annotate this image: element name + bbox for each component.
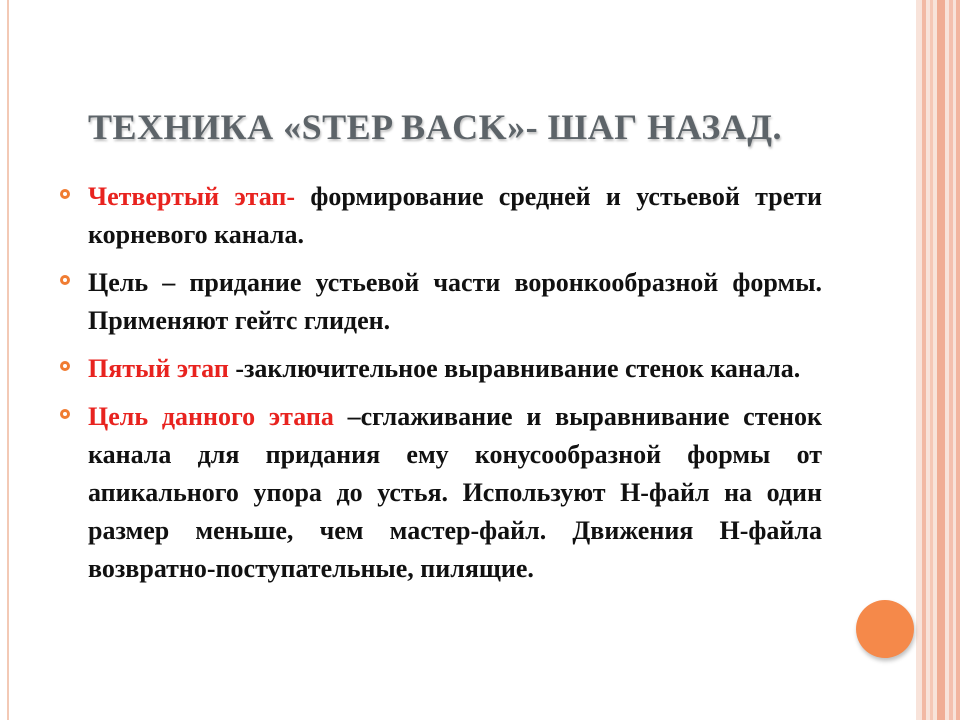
bullet-ring-icon (60, 361, 70, 371)
border-stripe (922, 0, 926, 720)
bullet-list (60, 178, 822, 598)
bullet-item (60, 350, 822, 388)
slide-title: ТЕХНИКА «STEP BACK»- ШАГ НАЗАД. (88, 107, 782, 147)
border-stripe (930, 0, 933, 720)
bullet-highlight: Четвертый этап- (88, 182, 296, 211)
bullet-text: Цель – придание устьевой части воронкообразной формы. Применяют гейтс глиден. (88, 268, 822, 335)
border-stripe (937, 0, 945, 720)
border-stripe (949, 0, 953, 720)
bullet-ring-icon (60, 189, 70, 199)
bullet-item (60, 398, 822, 588)
bullet-item (60, 178, 822, 254)
bullet-ring-icon (60, 409, 70, 419)
left-border-line (7, 0, 9, 720)
bullet-text: формирование средней и устьевой трети корневого канала. (88, 182, 823, 249)
bullet-text: -заключительное выравнивание стенок канала. (228, 354, 801, 383)
decorative-orange-circle (856, 600, 914, 658)
border-stripe (956, 0, 960, 720)
bullet-ring-icon (60, 275, 70, 285)
bullet-highlight: Пятый этап (88, 354, 229, 383)
bullet-item (60, 264, 822, 340)
bullet-text: –сглаживание и выравнивание стенок канала для придания ему конусообразной формы от апикального упора до устья. Используют Н-файл на один размер меньше, чем мастер-файл. Движения Н-файла возвратно-поступательные, пилящие. (88, 402, 822, 583)
bullet-highlight: Цель данного этапа (88, 402, 334, 431)
